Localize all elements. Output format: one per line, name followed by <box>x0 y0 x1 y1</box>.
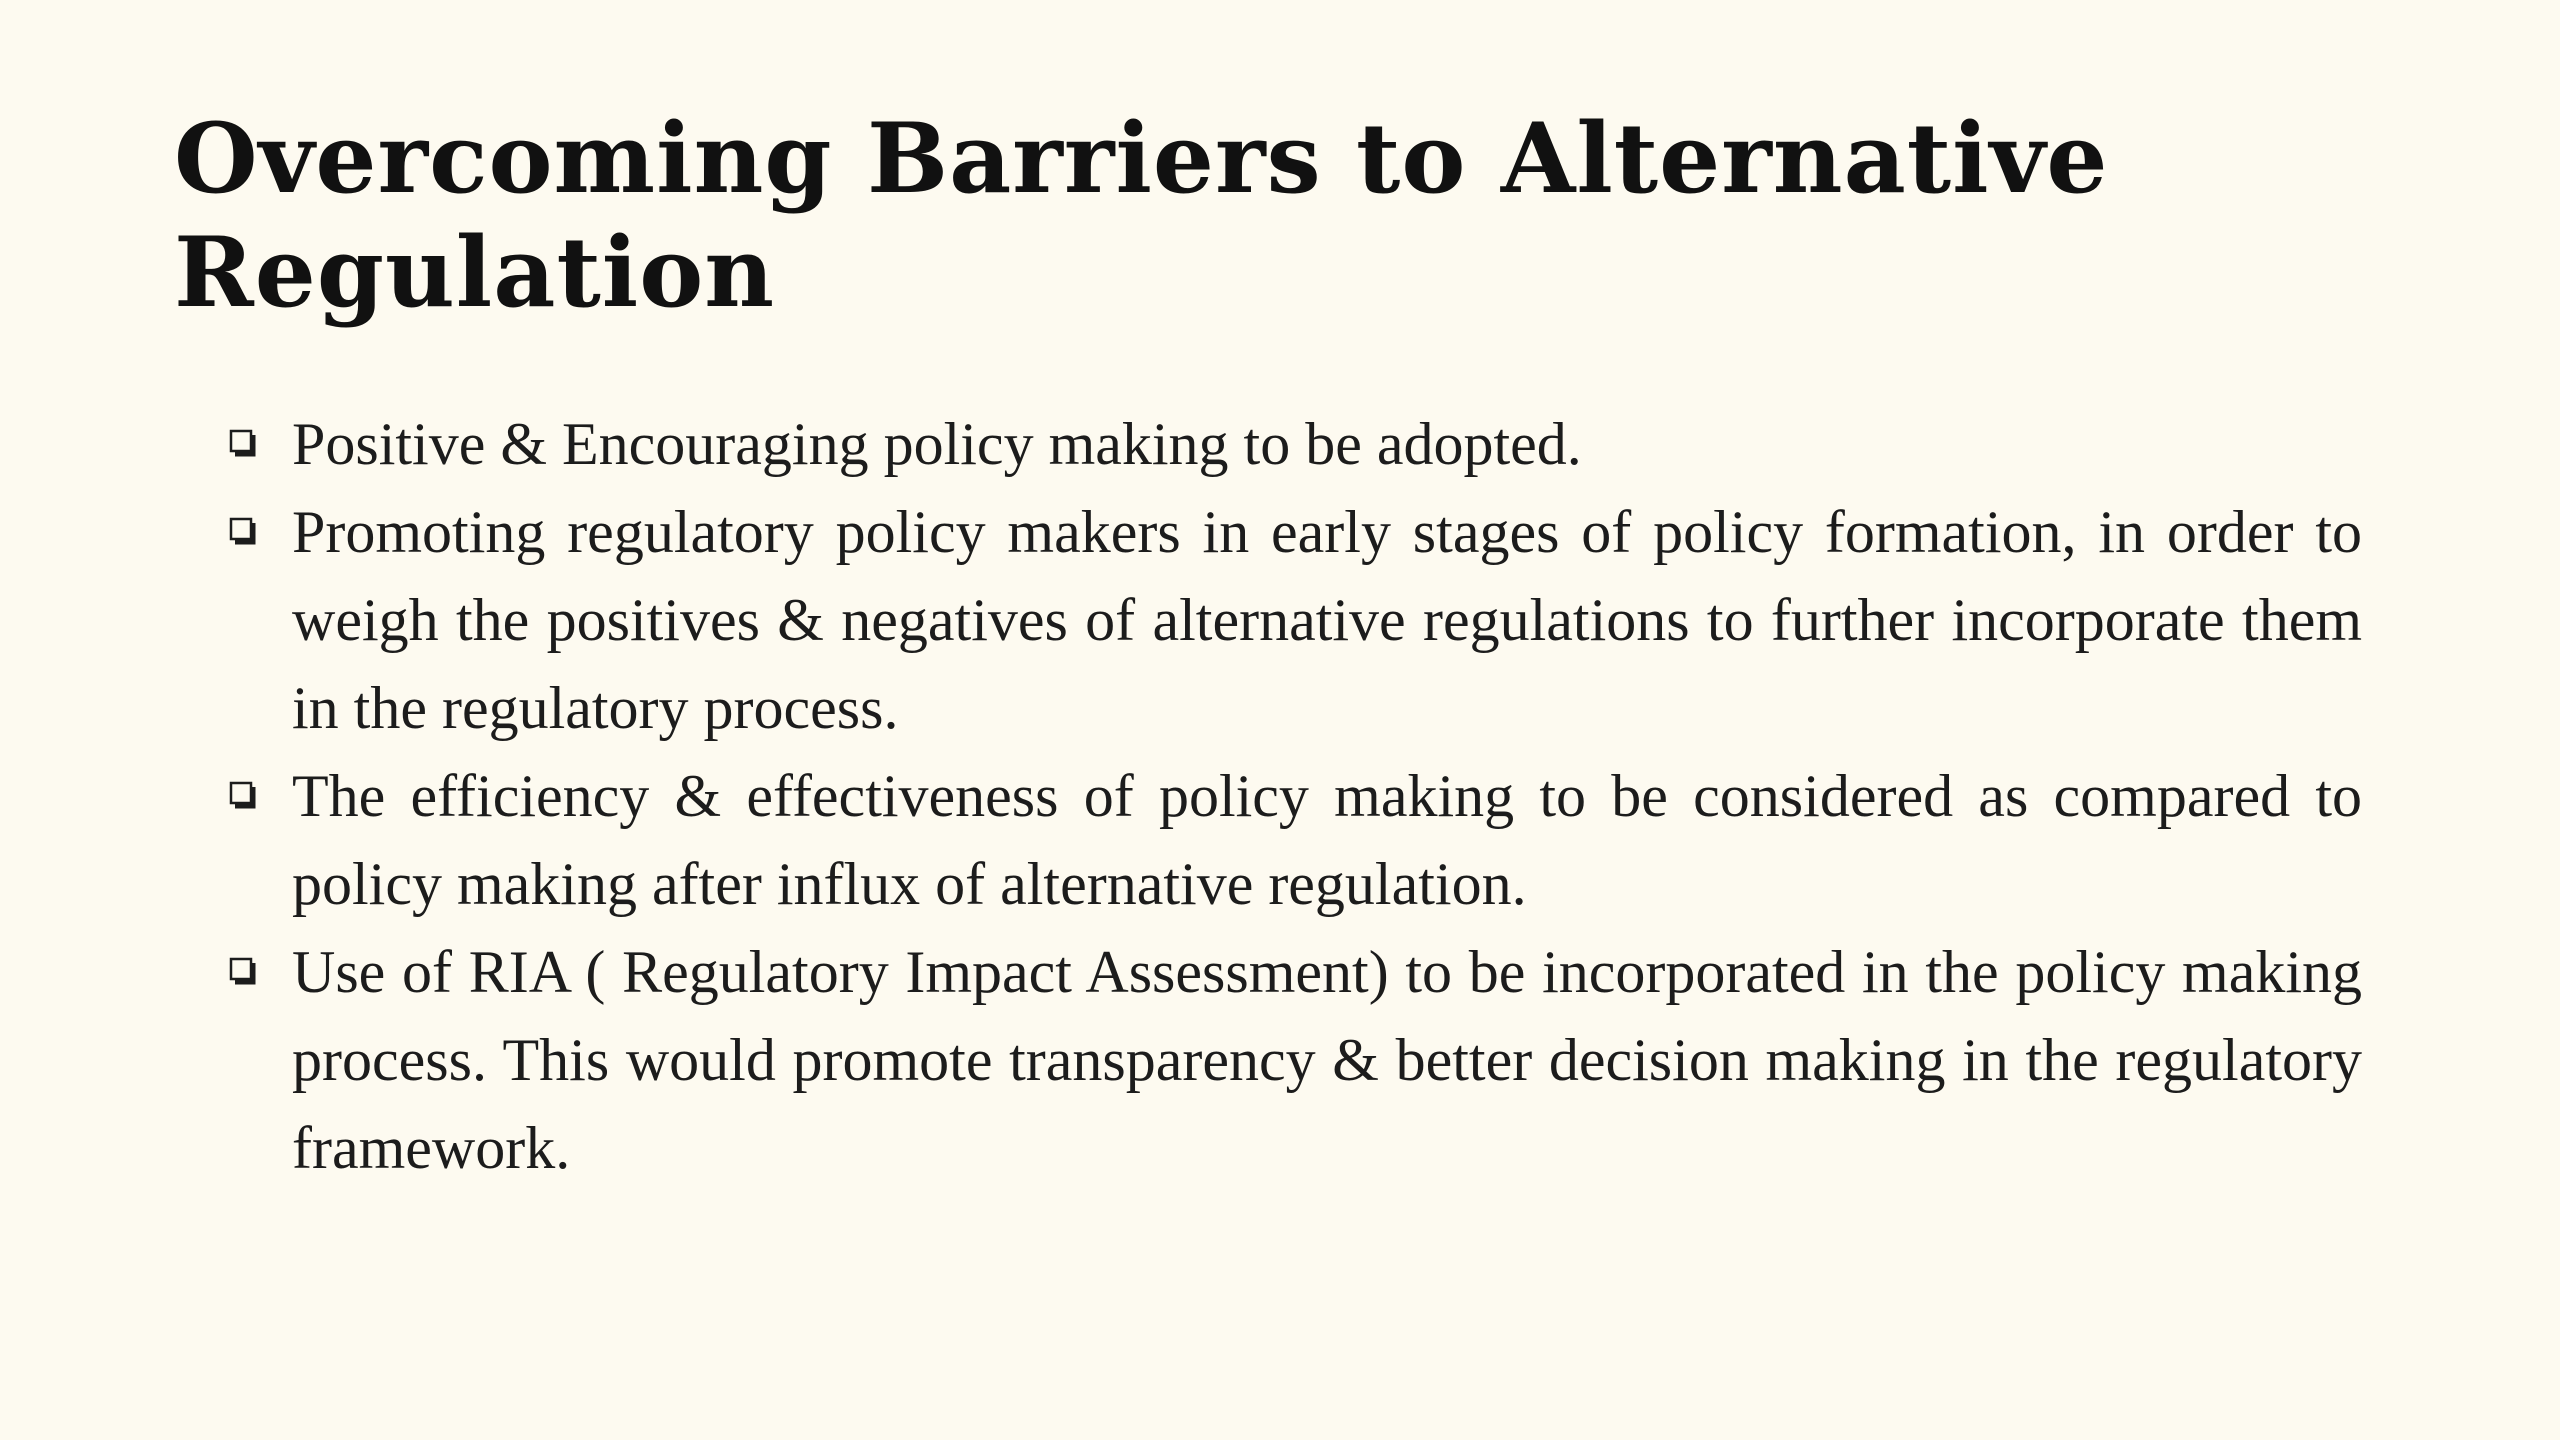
box-bullet-icon <box>224 400 264 488</box>
bullet-item <box>220 752 2362 928</box>
bullet-text: Use of RIA ( Regulatory Impact Assessment) to be incorporated in the policy making process. This would promote transparency & better decision making in the regulatory framework. <box>292 939 2362 1181</box>
box-bullet-icon <box>224 488 264 576</box>
bullet-item <box>220 928 2362 1192</box>
bullet-list <box>220 400 2362 1192</box>
box-bullet-icon <box>224 752 264 840</box>
bullet-text: Positive & Encouraging policy making to be adopted. <box>292 411 1582 477</box>
bullet-text: Promoting regulatory policy makers in early stages of policy formation, in order to weigh the positives & negatives of alternative regulations to further incorporate them in the regulatory process. <box>292 499 2362 741</box>
slide-title: Overcoming Barriers to Alternative Regulation <box>174 102 2109 329</box>
bullet-text: The efficiency & effectiveness of policy making to be considered as compared to policy making after influx of alternative regulation. <box>292 763 2362 917</box>
bullet-item <box>220 488 2362 752</box>
bullet-item <box>220 400 2362 488</box>
box-bullet-icon <box>224 928 264 1016</box>
